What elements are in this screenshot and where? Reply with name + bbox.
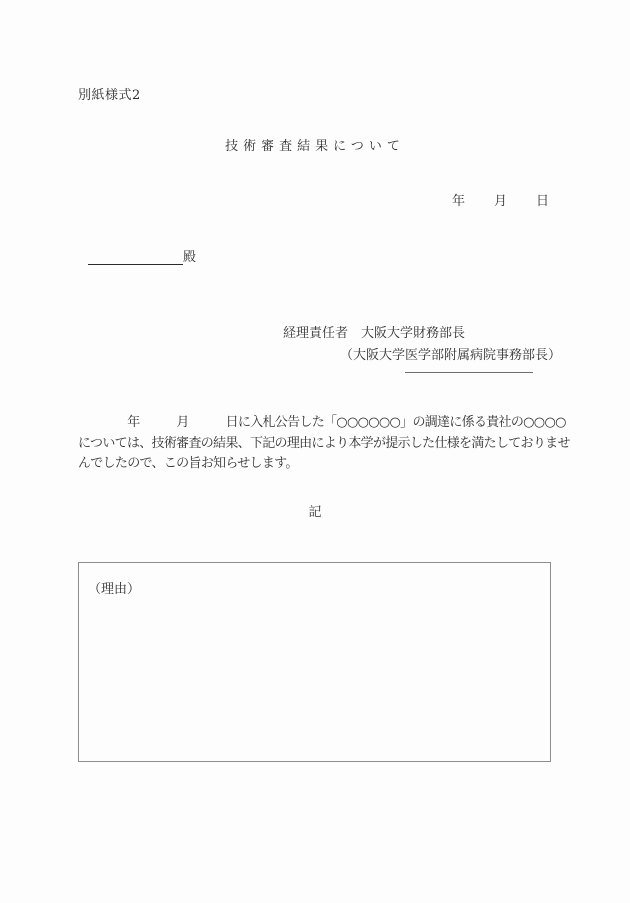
sender-alternate-title: （大阪大学医学部附属病院事務部長） — [340, 348, 562, 363]
form-number: 別紙様式2 — [78, 88, 141, 103]
recipient-line — [88, 246, 196, 265]
body-paragraph — [78, 413, 598, 475]
record-marker: 記 — [308, 505, 322, 520]
document-title: 技術審査結果について — [225, 139, 405, 154]
body-line: 年 月 日に入札公告した「○○○○○○」の調達に係る貴社の○○○○ — [78, 415, 566, 430]
body-line: んでしたので、この旨お知らせします。 — [78, 456, 298, 471]
date-placeholder: 年 月 日 — [451, 194, 550, 209]
sender-responsible-title: 経理責任者 大阪大学財務部長 — [283, 326, 466, 341]
reason-label: （理由） — [88, 582, 141, 597]
reason-box — [78, 562, 551, 762]
body-line: については、技術審査の結果、下記の理由により本学が提示した仕様を満たしておりませ — [78, 435, 570, 451]
recipient-suffix: 殿 — [183, 250, 197, 265]
signature-underline — [405, 372, 533, 373]
recipient-name-blank — [88, 250, 183, 265]
